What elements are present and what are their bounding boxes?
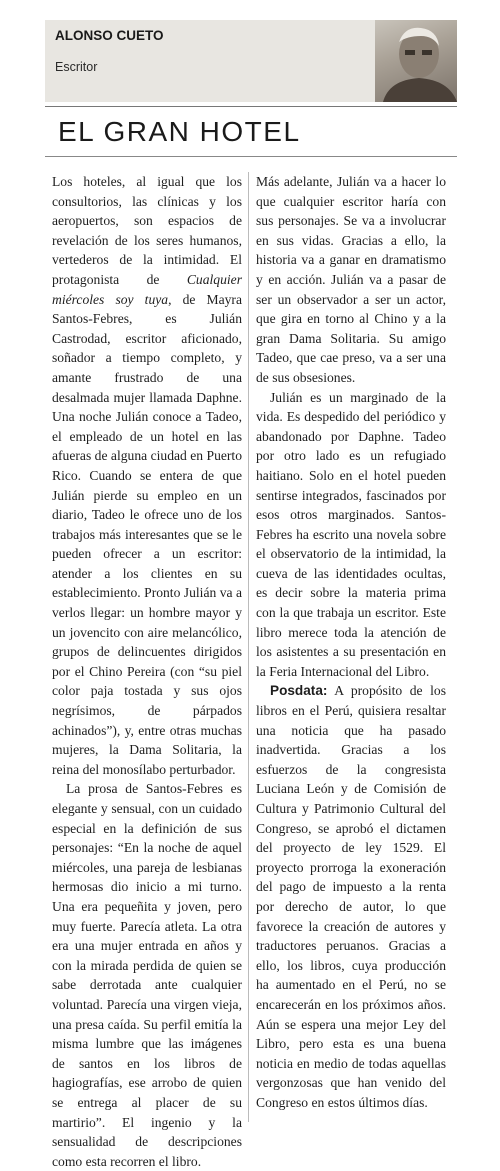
paragraph-2: La prosa de Santos-Febres es elegante y sensual, con un cuidado especial en la definición de sus personajes: “En la noche de aquel miércoles, una pareja de lesbianas hermosas dio inicio a mi turno. Una era pequeñita y joven, pero muy fuerte. Parecía atleta. La otra era una mujer entrada en años y con la mirada perdida de quien se sabe derrotada ante cualquier voluntad. Parecía una virgen vieja, una presa caída. Su perfil emitía la misma lumbre que las imágenes de santos en los libros de hagiografías, ese arrobo de quien se entrega al placer de su martirio”. El ingenio y la sensualidad de descripciones como esta recorren el libro. xyxy=(52,781,242,1169)
author-header xyxy=(45,20,457,102)
column-right xyxy=(256,172,446,1113)
title-divider xyxy=(45,156,457,157)
paragraph-3: Más adelante, Julián va a hacer lo que cualquier escritor haría con sus personajes. Se va a involucrar en sus vidas. Gracias a ello, la historia va a ganar en dramatismo y en acción. Julián va a pasar de ser un observador a ser un actor, que gira en torno al Chino y a la gran Dama Solitaria. Su amigo Tadeo, que cae preso, va a ser una de sus obsesiones. xyxy=(256,174,446,385)
column-left xyxy=(52,172,242,1171)
author-name: ALONSO CUETO xyxy=(55,28,164,43)
paragraph-4: Julián es un marginado de la vida. Es despedido del periódico y abandonado por Daphne. Tadeo por otro lado es un refugiado haitiano. Solo en el hotel pueden sentirse integrados, fascinados por esos otros marginados. Santos-Febres ha escrito una novela sobre el observatorio de la intimidad, la cueva de las identidades ocultas, es decir sobre la materia prima con la que trabaja un escritor. Este libro merece toda la atención de los asistentes a su presentación en la Feria Internacional del Libro. xyxy=(256,389,446,679)
header-divider xyxy=(45,106,457,107)
article-title: EL GRAN HOTEL xyxy=(58,116,301,147)
author-role: Escritor xyxy=(55,60,98,74)
column-divider xyxy=(248,172,249,1122)
postscript-label: Posdata: xyxy=(270,683,328,699)
paragraph-postscript: Posdata: A propósito de los libros en el Perú, quisiera resaltar una noticia que ha pasado inadvertida. Gracias a los esfuerzos de la congresista Luciana León y de Comisión de Cultura y Patrimonio Cultural del Congreso, se aprobó el dictamen del proyecto de ley 1529. El proyecto prorroga la exoneración del pago de impuesto a la renta por derecho de autor, lo que favorece la creación de autores y traductores peruanos. Gracias a ello, los libros, cuya producción ha aumentado en el Perú, no se encarecerán en los próximos años. Aún se espera una mejor Ley del Libro, pero esta es una buena noticia en medio de todas aquellas vergonzosas que han venido del Congreso en estos últimos días. xyxy=(256,683,446,1110)
book-title: Cualquier miércoles soy tuya xyxy=(52,271,242,307)
author-portrait xyxy=(375,20,457,102)
paragraph-1: Los hoteles, al igual que los consultorios, las clínicas y los aeropuertos, son espacios de revelación de los seres humanos, vertederos de la intimidad. El protagonista de Cualquier miércoles soy tuya, de Mayra Santos-Febres, es Julián Castrodad, escritor aficionado, soñador a tiempo completo, y amante frustrado de una desalmada mujer llamada Daphne. Una noche Julián conoce a Tadeo, el empleado de un hotel en las afueras de alguna ciudad en Puerto Rico. Cuando se entera de que Julián pierde su empleo en un diario, Tadeo le ofrece uno de los trabajos más interesantes que se le pueden ofrecer a un escritor: atender a los clientes en su establecimiento. Pronto Julián va a verlos llegar: un hombre mayor y un jovencito con aire melancólico, grupos de delincuentes dirigidos por el Chino Pereira (con “su piel color paja tostada y sus ojos negrísimos, de párpados achinados”), y, entre otras muchas mujeres, la Dama Solitaria, la reina del monosílabo perturbador. xyxy=(52,174,242,777)
